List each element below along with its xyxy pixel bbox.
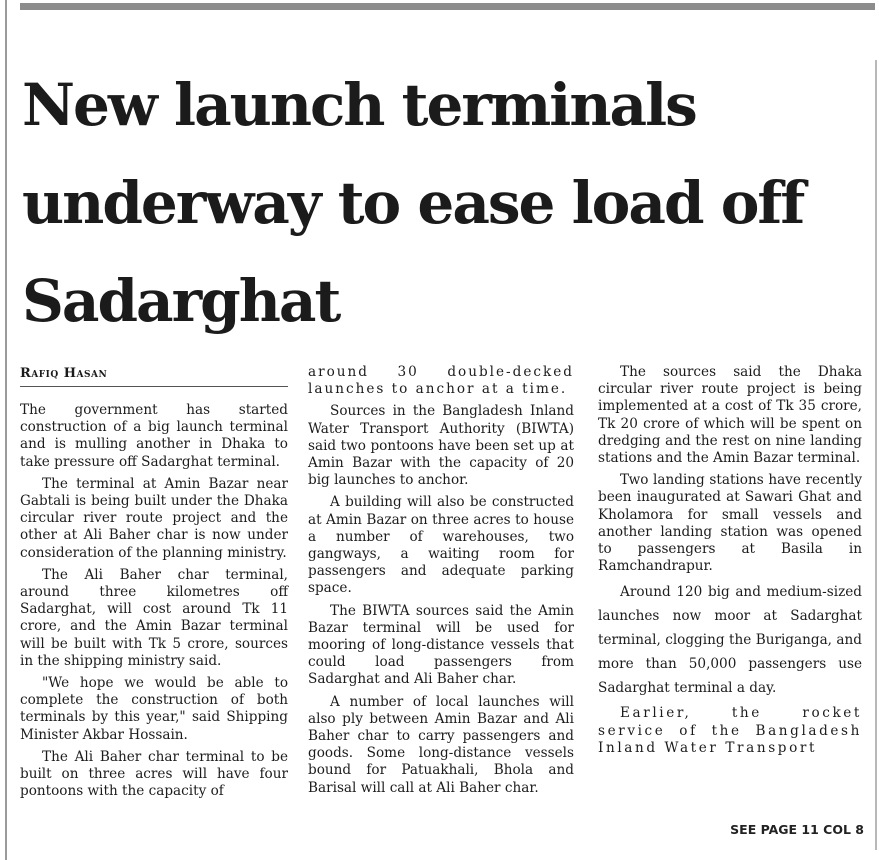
headline: New launch terminals underway to ease load off Sadarghat [22,71,804,335]
paragraph: The terminal at Amin Bazar near Gabtali is being built under the Dhaka circular river route project and the other at Ali Baher char is now under consideration of the planning ministry. [20,475,288,561]
paragraph: The BIWTA sources said the Amin Bazar terminal will be used for mooring of long-distance vessels that could load passengers from Sadarghat and Ali Baher char. [308,602,574,688]
paragraph: Two landing stations have recently been inaugurated at Sawari Ghat and Kholamora for small vessels and another landing station was opened to passengers at Basila in Ramchandrapur. [598,472,862,575]
paragraph: Around 120 big and medium-sized launches now moor at Sadarghat terminal, clogging the Buriganga, and more than 50,000 passengers use Sadarghat terminal a day. [598,584,862,697]
paragraph: around 30 double-decked launches to anchor at a time. [308,364,574,398]
paragraph: The Ali Baher char terminal, around three kilometres off Sadarghat, will cost around Tk 11 crore, and the Amin Bazar terminal will be built with Tk 5 crore, sources in the shipping ministry said. [20,566,288,669]
article-column-1 [20,402,288,800]
paragraph: A building will also be constructed at Amin Bazar on three acres to house a number of warehouses, two gangways, a waiting room for passengers and adequate parking space. [308,494,574,597]
top-rule [20,3,875,10]
paragraph: A number of local launches will also ply between Amin Bazar and Ali Baher char to carry passengers and goods. Some long-distance vessels bound for Patuakhali, Bhola and Barisal will call at Ali Baher char. [308,693,574,796]
paragraph: "We hope we would be able to complete the construction of both terminals by this year," said Shipping Minister Akbar Hossain. [20,675,288,743]
paragraph: The sources said the Dhaka circular river route project is being implemented at a cost of Tk 35 crore, Tk 20 crore of which will be spent on dredging and the rest on nine landing stations and the Amin Bazar terminal. [598,364,862,467]
paragraph: Earlier, the rocket service of the Bangladesh Inland Water Transport [598,705,862,756]
paragraph: The Ali Baher char terminal to be built on three acres will have four pontoons with the capacity of [20,748,288,800]
paragraph: Sources in the Bangladesh Inland Water Transport Authority (BIWTA) said two pontoons have been set up at Amin Bazar with the capacity of 20 big launches to anchor. [308,403,574,489]
continued-on-page-link[interactable]: SEE PAGE 11 COL 8 [730,822,864,837]
article-column-3 [598,364,862,757]
left-column-rule [5,0,7,860]
right-column-rule [875,60,877,850]
byline: Rafiq Hasan [20,366,288,387]
article-column-2 [308,364,574,797]
paragraph: The government has started construction of a big launch terminal and is mulling another in Dhaka to take pressure off Sadarghat terminal. [20,402,288,470]
